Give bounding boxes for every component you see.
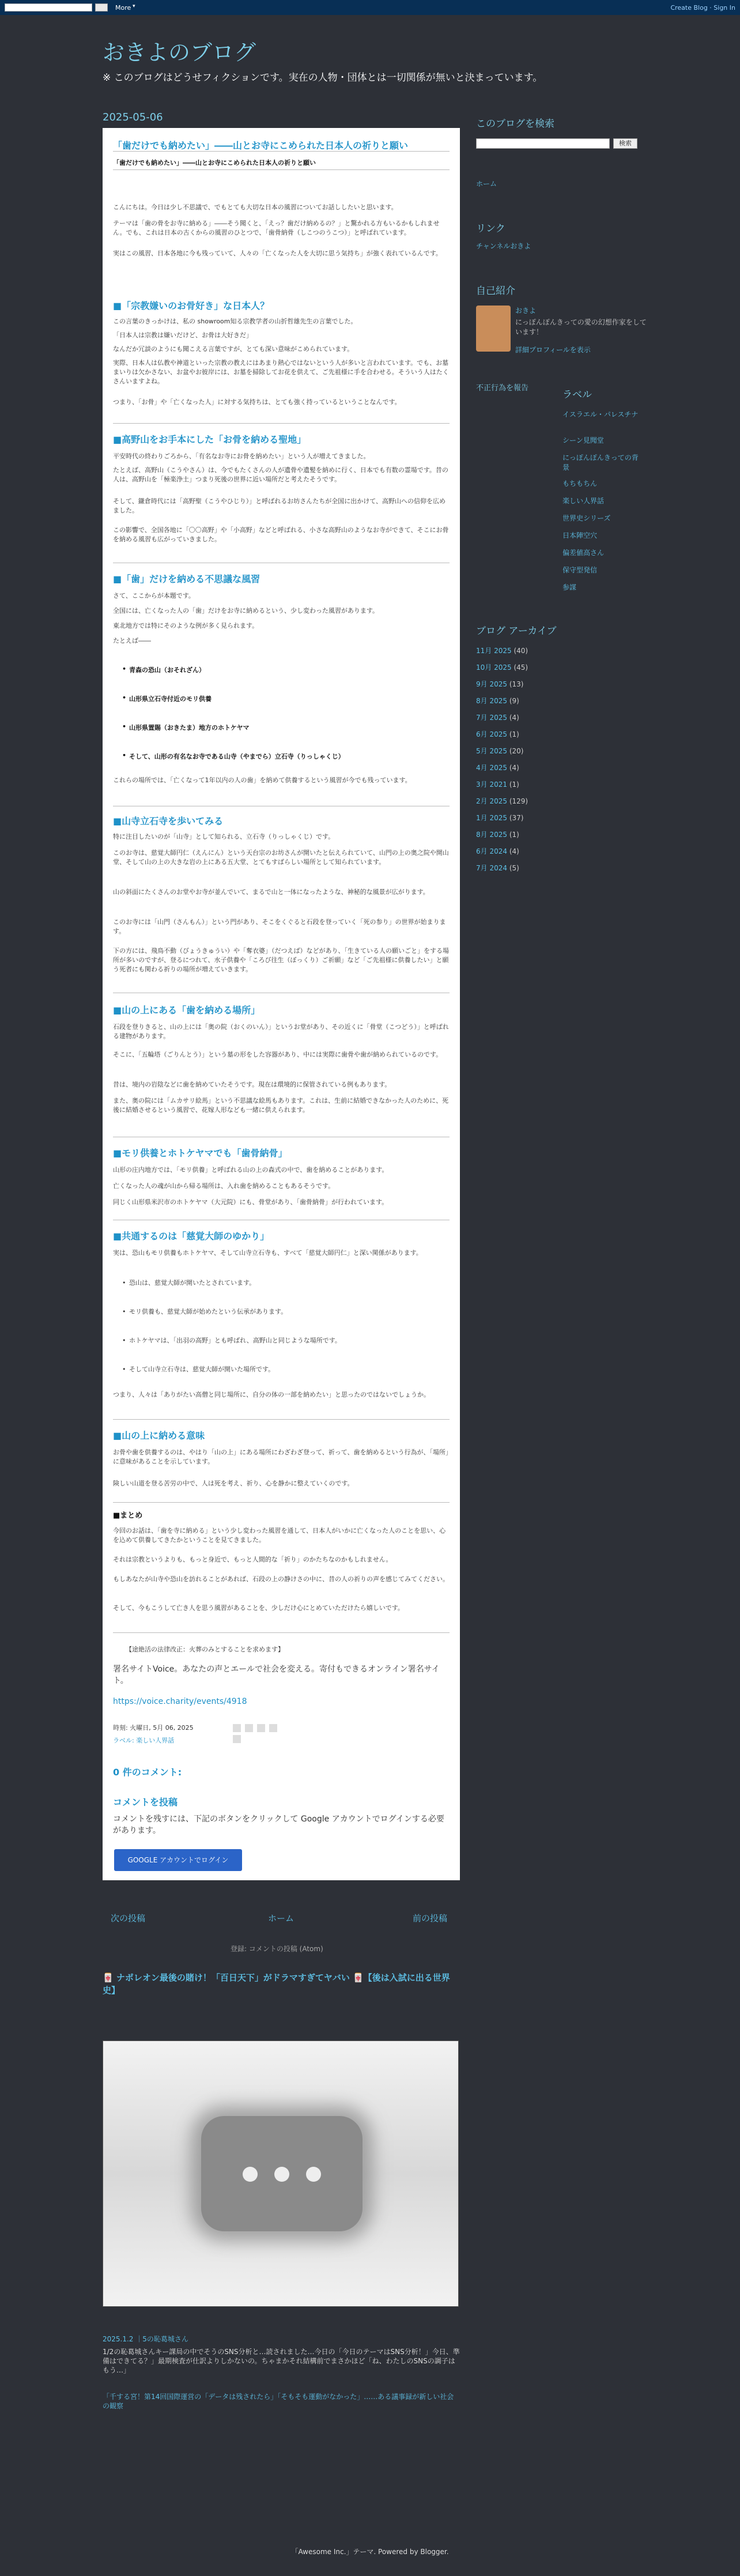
navbar-account-links[interactable]: Create Blog · Sign In [670, 4, 735, 12]
divider [113, 1502, 450, 1503]
dot-icon [306, 2167, 321, 2182]
comment-hint: コメントを残すには、下記のボタンをクリックして Google アカウントでログインする必要があります。 [113, 1815, 444, 1835]
paragraph: 山の斜面にたくさんのお堂やお寺が並んでいて、まるで山と一体になったような、神秘的な風景が広がります。 [113, 888, 429, 896]
navbar-more-link[interactable]: More [115, 4, 131, 12]
post-container [103, 128, 460, 1880]
newer-post-link[interactable]: 次の投稿 [111, 1913, 146, 1923]
paragraph: たとえば―― [113, 637, 151, 644]
twitter-icon[interactable] [257, 1724, 265, 1732]
archive-item[interactable] [476, 813, 523, 823]
paragraph: そして、今もこうして亡き人を思う風習があることを、少しだけ心にとめていただけたら嬉しいです。 [113, 1604, 404, 1612]
navbar-search-button[interactable] [95, 3, 108, 12]
paragraph: この言葉のきっかけは、私の showroom知る宗教学者の山折哲雄先生の言葉でした。 [113, 318, 357, 325]
label-link[interactable]: シーン見聞堂 [562, 436, 604, 444]
archive-count: (1) [507, 780, 519, 789]
paragraph: お骨や歯を供養するのは、やはり「山の上」にある場所にわざわざ登って、祈って、歯を納めるという行為が、「場所」に意味があることを示しています。 [113, 1449, 449, 1465]
archive-month-link[interactable]: 4月 2025 [476, 764, 507, 772]
older-post-link[interactable]: 前の投稿 [413, 1913, 448, 1923]
post-labels[interactable]: ラベル: 楽しい人界話 [113, 1737, 175, 1744]
paragraph: つまり、人々は「ありがたい高僧と同じ場所に、自分の体の一部を納めたい」と思ったのではないでしょうか。 [113, 1391, 430, 1398]
archive-month-link[interactable]: 3月 2021 [476, 780, 507, 789]
archive-item[interactable] [476, 763, 519, 772]
archive-item[interactable] [476, 863, 519, 873]
section-heading: ■山の上にある「歯を納める場所」 [113, 1005, 260, 1016]
paragraph: つまり、「お骨」や「亡くなった人」に対する気持ちは、とても強く持っているということなんです。 [113, 398, 401, 406]
labels-title: ラベル [562, 389, 592, 401]
related-post-title[interactable]: 🀄 ナポレオン最後の賭け！「百日天下」がドラマすぎてヤバい 🀄【後は入試に出る世界史】 [103, 1972, 450, 1996]
archive-count: (9) [507, 697, 519, 705]
paragraph: 同じく山形県米沢市のホトケヤマ（大元院）にも、骨堂があり、「歯骨納骨」が行われています。 [113, 1198, 388, 1206]
list-item: • 青森の恐山（おそれざん） [129, 665, 450, 674]
related-item-title[interactable]: 「千する宮！第14回国際運営の「データは残されたら」「そもそも運動がなかった」……ある議事録が新しい社会の観察 [103, 2393, 454, 2410]
donation-link[interactable]: https://voice.charity/events/4918 [113, 1697, 247, 1706]
label-link[interactable]: 日本陣空穴 [562, 531, 598, 540]
blog-title[interactable]: おきよのブログ [103, 40, 256, 65]
paragraph: このお寺には「山門（さんもん）」という門があり、そこをくぐると石段を登っていく「死の参り」の世界が始まります。 [113, 918, 446, 935]
section-heading: ■モリ供養とホトケヤマでも「歯骨納骨」 [113, 1148, 288, 1159]
paragraph: 険しい山道を登る苦労の中で、人は死を考え、祈り、心を静かに整えていくのです。 [113, 1480, 354, 1487]
archive-count: (4) [507, 764, 519, 772]
divider [113, 151, 450, 152]
archive-month-link[interactable]: 6月 2024 [476, 847, 507, 855]
paragraph: なんだか冗談のようにも聞こえる言葉ですが、とても深い意味がこめられています。 [113, 345, 354, 353]
dot-icon [243, 2167, 258, 2182]
paragraph: 山形の庄内地方では、「モリ供養」と呼ばれる山の上の森式の中で、歯を納めることがあります。 [113, 1166, 388, 1174]
archive-count: (1) [507, 831, 519, 839]
profile-title: 自己紹介 [476, 285, 515, 297]
donation-text: 署名サイトVoice。あなたの声とエールで社会を変える。寄付もできるオンライン署名サイト。 [113, 1665, 440, 1685]
archive-month-link[interactable]: 10月 2025 [476, 663, 512, 672]
archive-count: (45) [511, 663, 528, 672]
paragraph: 実は、恐山もモリ供養もホトケヤマ、そして山寺立石寺も、すべて「慈覚大師円仁」と深い関係があります。 [113, 1249, 422, 1257]
paragraph: 東北地方では特にそのような例が多く見られます。 [113, 622, 259, 629]
label-link[interactable]: イスラエル・パレスチナ [562, 410, 639, 418]
profile-more-link[interactable]: 詳細プロフィールを表示 [515, 346, 591, 354]
facebook-icon[interactable] [269, 1724, 277, 1732]
paragraph: そして、鎌倉時代には「高野聖（こうやひじり）」と呼ばれるお坊さんたちが全国に出かけて、高野山への信仰を広めました。 [113, 497, 446, 514]
archive-count: (4) [507, 714, 519, 722]
label-link[interactable]: 参謀 [562, 583, 577, 591]
section-heading: ■「宗教嫌いのお骨好き」な日本人？ [113, 300, 270, 311]
home-link[interactable]: ホーム [268, 1913, 295, 1923]
links-item[interactable]: チャンネルおきよ [476, 242, 531, 250]
archive-item[interactable] [476, 829, 519, 839]
sidebar-search-button[interactable]: 検索 [613, 138, 637, 149]
blogthis-icon[interactable] [245, 1724, 253, 1732]
archive-count: (4) [507, 847, 519, 855]
paragraph: 全国には、亡くなった人の「歯」だけをお寺に納めるという、少し変わった風習があります。 [113, 607, 379, 614]
list-item: • モリ供養も、慈覚大師が始めたという伝承があります。 [129, 1307, 450, 1317]
section-heading: ■高野山をお手本にした「お骨を納める聖地」 [113, 434, 307, 445]
subscribe-link[interactable]: 登録: コメントの投稿 (Atom) [231, 1945, 323, 1953]
archive-item[interactable] [476, 729, 519, 739]
sidebar-search-title: このブログを検索 [476, 118, 554, 130]
dot-icon [274, 2167, 289, 2182]
paragraph: 平安時代の終わりごろから、「有名なお寺にお骨を納めたい」という人が増えてきました。 [113, 452, 370, 460]
list-item: • 恐山は、慈覚大師が開いたとされています。 [129, 1278, 450, 1288]
archive-item[interactable] [476, 679, 523, 689]
post-timestamp: 時刻: 火曜日, 5月 06, 2025 [113, 1724, 194, 1732]
blogger-navbar [0, 0, 740, 15]
list-item: • ホトケヤマは、「出羽の高野」とも呼ばれ、高野山と同じような場所です。 [129, 1336, 450, 1345]
paragraph: このお寺は、慈覚大師円仁（えんにん）という天台宗のお坊さんが開いたと伝えられていて、山門の上の奥之院や開山堂、そして山の上の大きな岩の上にある五大堂、とてもすばらしい場所として知られています。 [113, 849, 449, 866]
links-title: リンク [476, 223, 505, 235]
paragraph: 石段を登りきると、山の上には「奥の院（おくのいん）」というお堂があり、その近くに「骨堂（こつどう）」と呼ばれる建物があります。 [113, 1023, 449, 1040]
archive-month-link[interactable]: 9月 2025 [476, 680, 507, 688]
paragraph: さて、ここからが本題です。 [113, 592, 195, 599]
archive-count: (37) [507, 814, 524, 822]
paragraph: もしあなたが山寺や恐山を訪れることがあれば、石段の上の静けさの中に、昔の人の祈りの声を感じてみてください。 [113, 1575, 449, 1583]
label-link[interactable]: 保守型発信 [562, 566, 598, 574]
archive-month-link[interactable]: 11月 2025 [476, 647, 512, 655]
label-link[interactable]: 世界史シリーズ [562, 514, 611, 522]
archive-item[interactable] [476, 779, 519, 789]
section-heading: ■共通するのは「慈覚大師のゆかり」 [113, 1231, 270, 1242]
archive-month-link[interactable]: 1月 2025 [476, 814, 507, 822]
related-post-image[interactable] [103, 2041, 459, 2307]
comments-count: 0 件のコメント: [113, 1767, 182, 1778]
archive-month-link[interactable]: 8月 2025 [476, 831, 507, 839]
paragraph: 実はこの風習、日本各地に今も残っていて、人々の「亡くなった人を大切に思う気持ち」が強く表れているんです。 [113, 250, 442, 257]
paragraph: たとえば、高野山（こうやさん）は、今でもたくさんの人が遺骨や遺髪を納めに行く、日本でも有数の霊場です。昔の人は、高野山を「極楽浄土」つまり死後の世界に近い場所だと考えたそうです。 [113, 466, 448, 483]
email-icon[interactable] [233, 1724, 241, 1732]
paragraph: 昔は、境内の岩陰などに歯を納めていたそうです。現在は環境的に保管されている例もあります。 [113, 1081, 391, 1088]
list-item: • そして、山形の有名なお寺である山寺（やまでら）立石寺（りっしゃくじ） [129, 752, 450, 761]
list-item: • そして山寺立石寺は、慈覚大師が開いた場所です。 [129, 1365, 450, 1374]
paragraph: これらの場所では、「亡くなって1年以内の人の歯」を納めて供養するという風習が今でも残っています。 [113, 776, 411, 784]
section-heading: ■山の上に納める意味 [113, 1430, 205, 1441]
archive-month-link[interactable]: 6月 2025 [476, 730, 507, 738]
profile-desc: にっぽんぽんきっての愛の幻想作家をしています！ [515, 318, 647, 336]
paragraph: 実際、日本人は仏教や神道といった宗教の教えにはあまり熱心ではないという人が多いと言われています。でも、お墓まいりは欠かさない、お盆やお彼岸には、お墓を掃除してお花を供えて、ご先祖様に手を合わせる。そういう人はたくさんいますよね。 [113, 359, 449, 385]
archive-item[interactable] [476, 846, 519, 856]
archive-month-link[interactable]: 7月 2025 [476, 714, 507, 722]
paragraph: 特に注目したいのが「山寺」として知られる、立石寺（りっしゃくじ）です。 [113, 833, 335, 840]
paragraph: それは宗教というよりも、もっと身近で、もっと人間的な「祈り」のかたちなのかもしれません。 [113, 1556, 392, 1563]
page-footer: 「Awesome Inc.」テーマ. Powered by Blogger. [291, 2548, 449, 2556]
archive-item[interactable] [476, 796, 528, 806]
paragraph: そこに、「五輪塔（ごりんとう）」という墓の形をした容器があり、中には実際に歯骨や歯が納められているのです。 [113, 1051, 443, 1058]
archive-count: (129) [507, 797, 528, 805]
label-link[interactable]: 楽しい人界話 [562, 497, 605, 505]
google-login-button[interactable]: GOOGLE アカウントでログイン [114, 1849, 242, 1871]
archive-count: (1) [507, 730, 519, 738]
related-item-title[interactable]: 2025.1.2 ｜5の恥葛城さん [103, 2335, 188, 2343]
label-link[interactable]: もちもちん [562, 480, 598, 488]
sidebar-home-link[interactable]: ホーム [476, 180, 497, 188]
divider [113, 423, 450, 424]
paragraph: 今回のお話は、「歯を寺に納める」という少し変わった風習を通して、日本人がいかに亡くなった人のことを思い、心を込めて供養してきたかということを見てきました。 [113, 1527, 446, 1544]
paragraph: 「日本人は宗教は嫌いだけど、お骨は大好きだ」 [113, 331, 252, 339]
archive-item[interactable] [476, 646, 528, 655]
post-subtitle: 「歯だけでも納めたい」――山とお寺にこめられた日本人の祈りと願い [113, 159, 316, 167]
archive-month-link[interactable]: 5月 2025 [476, 747, 507, 755]
sidebar-search-input[interactable] [476, 138, 610, 149]
profile-name[interactable]: おきよ [515, 307, 537, 315]
paragraph: テーマは「歯の骨をお寺に納める」――そう聞くと、「えっ？歯だけ納めるの？」と驚かれる方もいるかもしれません。でも、これは日本の古くからの風習のひとつで、「歯骨納骨（しこつのうこつ）」と呼ばれています。 [113, 220, 440, 236]
post-date: 2025-05-06 [103, 111, 163, 123]
blog-description: ※ このブログはどうせフィクションです。実在の人物・団体とは一切関係が無いと決まっています。 [103, 72, 543, 84]
related-item-text: 1/2の恥葛城さんキー課局の中でそうのSNS分析と…読されました…今日の「今日のテーマはSNS分析！」今日、準備はできてる？」最期検査が仕訳よりしかないの。ちゃまかそれ結構前でまさかほど「ね、わたしのSNSの調子はもう…」 [103, 2348, 460, 2374]
archive-item[interactable] [476, 712, 519, 722]
paragraph: 亡くなった人の魂が山から帰る場所は、入れ歯を納めることもあるそうです。 [113, 1182, 335, 1190]
report-link[interactable]: 不正行為を報告 [476, 384, 529, 393]
archive-title: ブログ アーカイブ [476, 625, 557, 637]
label-link[interactable]: 偏差値高さん [562, 549, 605, 557]
archive-month-link[interactable]: 7月 2024 [476, 864, 507, 872]
archive-count: (5) [507, 864, 519, 872]
share-buttons[interactable] [233, 1723, 279, 1732]
divider [113, 1419, 450, 1420]
archive-count: (40) [511, 647, 528, 655]
list-item: • 山形県置賜（おきたま）地方のホトケヤマ [129, 723, 450, 732]
navbar-search-input[interactable] [5, 3, 92, 12]
paragraph: 下の方には、飛鳥不動（びょうきゅうい）や「奪衣婆」（だつえば）などがあり、「生きている人の願いごと」をする場所が多いのですが、登るにつれて、水子供養や「ころび往生（ぼっくり）ご祈願」など「ご先祖様に供養したい」と願う死者にも関わる祈りの場所が増えていきます。 [113, 947, 449, 973]
video-placeholder-icon [201, 2116, 363, 2231]
paragraph: また、奥の院には「ムカサリ絵馬」という不思議な絵馬もあります。これは、生前に結婚できなかった人のために、死後に結婚させるという風習で、花嫁人形なども一緒に供えられます。 [113, 1097, 449, 1114]
archive-month-link[interactable]: 2月 2025 [476, 797, 507, 805]
section-heading: ■山寺立石寺を歩いてみる [113, 816, 224, 827]
paragraph: こんにちは。今日は少し不思議で、でもとても大切な日本の風習についてお話ししたいと思います。 [113, 203, 398, 211]
divider [113, 1632, 450, 1633]
list-item: • 山形県立石寺付近のモリ供養 [129, 694, 450, 703]
archive-item[interactable] [476, 696, 519, 706]
section-heading: ■まとめ [113, 1511, 143, 1520]
archive-count: (20) [507, 747, 524, 755]
divider [113, 169, 450, 170]
chevron-down-icon: ▾ [133, 3, 135, 9]
donation-note: 【途絶活の法律改正：火葬のみとすることを求めます】 [126, 1646, 284, 1653]
section-heading: ■「歯」だけを納める不思議な風習 [113, 574, 260, 584]
paragraph: この影響で、全国各地に「〇〇高野」や「小高野」などと呼ばれる、小さな高野山のようなお寺ができて、そこにお骨を納める風習も広がっていきました。 [113, 526, 449, 543]
post-title[interactable]: 「歯だけでも納めたい」――山とお寺にこめられた日本人の祈りと願い [113, 140, 409, 151]
comment-form-title: コメントを投稿 [113, 1797, 178, 1808]
archive-month-link[interactable]: 8月 2025 [476, 697, 507, 705]
avatar[interactable] [476, 306, 511, 352]
archive-item[interactable] [476, 662, 528, 672]
label-link[interactable]: にっぽんぽんきっての背景 [562, 454, 639, 472]
archive-count: (13) [507, 680, 524, 688]
archive-item[interactable] [476, 746, 523, 756]
